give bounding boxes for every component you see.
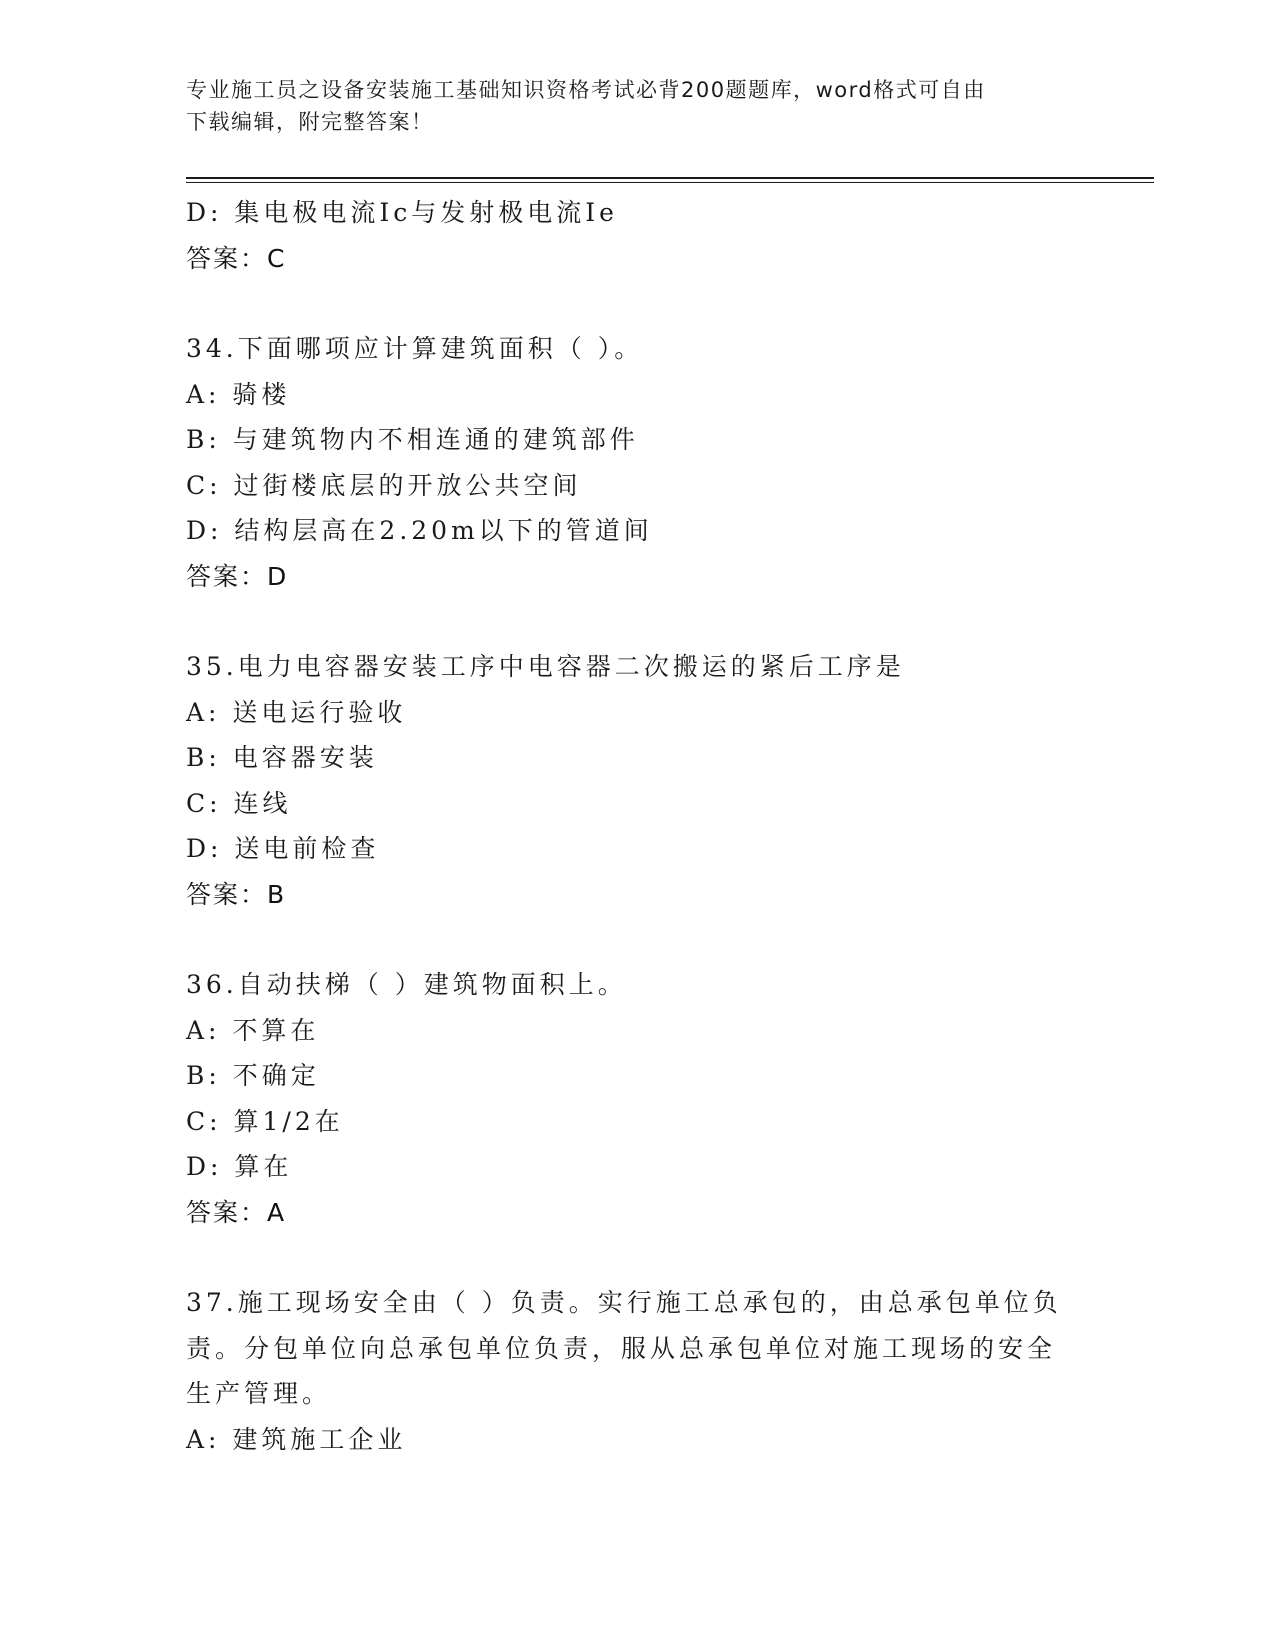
answer-line: 答案：A — [186, 1197, 287, 1227]
question-gap — [186, 281, 1066, 326]
question-block-37 — [186, 1280, 1066, 1462]
question-block-36 — [186, 962, 1066, 1235]
question-stem-line-3: 生产管理。 — [186, 1379, 332, 1408]
header-line-2: 下载编辑，附完整答案！ — [186, 110, 434, 134]
option-a: A: 建筑施工企业 — [186, 1424, 407, 1454]
header-line-1: 专业施工员之设备安装施工基础知识资格考试必背200题题库，word格式可自由 — [186, 78, 986, 102]
header-divider-thick — [186, 177, 1154, 179]
option-c: C: 连线 — [186, 788, 292, 818]
answer-line: 答案：B — [186, 879, 287, 909]
option-d: D: 集电极电流Ic与发射极电流Ie — [186, 198, 618, 227]
question-block-34 — [186, 326, 1066, 599]
option-a: A: 不算在 — [186, 1015, 320, 1045]
option-a: A: 送电运行验收 — [186, 697, 407, 727]
question-stem: 36.自动扶梯（ ）建筑物面积上。 — [186, 970, 627, 999]
question-gap — [186, 599, 1066, 644]
question-block-33 — [186, 190, 1066, 281]
option-a: A: 骑楼 — [186, 379, 291, 409]
option-d: D: 送电前检查 — [186, 834, 380, 863]
question-block-35 — [186, 644, 1066, 917]
option-c: C: 过街楼底层的开放公共空间 — [186, 470, 582, 500]
question-gap — [186, 917, 1066, 962]
question-stem-line-1: 37.施工现场安全由（ ）负责。实行施工总承包的，由总承包单位负 — [186, 1288, 1062, 1317]
option-b: B: 与建筑物内不相连通的建筑部件 — [186, 425, 639, 454]
option-d: D: 算在 — [186, 1152, 293, 1181]
document-header — [186, 74, 1066, 138]
header-divider-thin — [186, 182, 1154, 183]
question-stem: 35.电力电容器安装工序中电容器二次搬运的紧后工序是 — [186, 652, 905, 681]
option-b: B: 不确定 — [186, 1061, 320, 1090]
answer-line: 答案：C — [186, 243, 287, 273]
question-stem-line-2: 责。分包单位向总承包单位负责，服从总承包单位对施工现场的安全 — [186, 1333, 1057, 1363]
option-b: B: 电容器安装 — [186, 743, 378, 772]
option-c: C: 算1/2在 — [186, 1106, 344, 1136]
answer-line: 答案：D — [186, 561, 289, 591]
question-list — [186, 190, 1066, 1462]
option-d: D: 结构层高在2.20m以下的管道间 — [186, 516, 653, 545]
question-gap — [186, 1235, 1066, 1280]
question-stem: 34.下面哪项应计算建筑面积（ ）。 — [186, 334, 644, 363]
